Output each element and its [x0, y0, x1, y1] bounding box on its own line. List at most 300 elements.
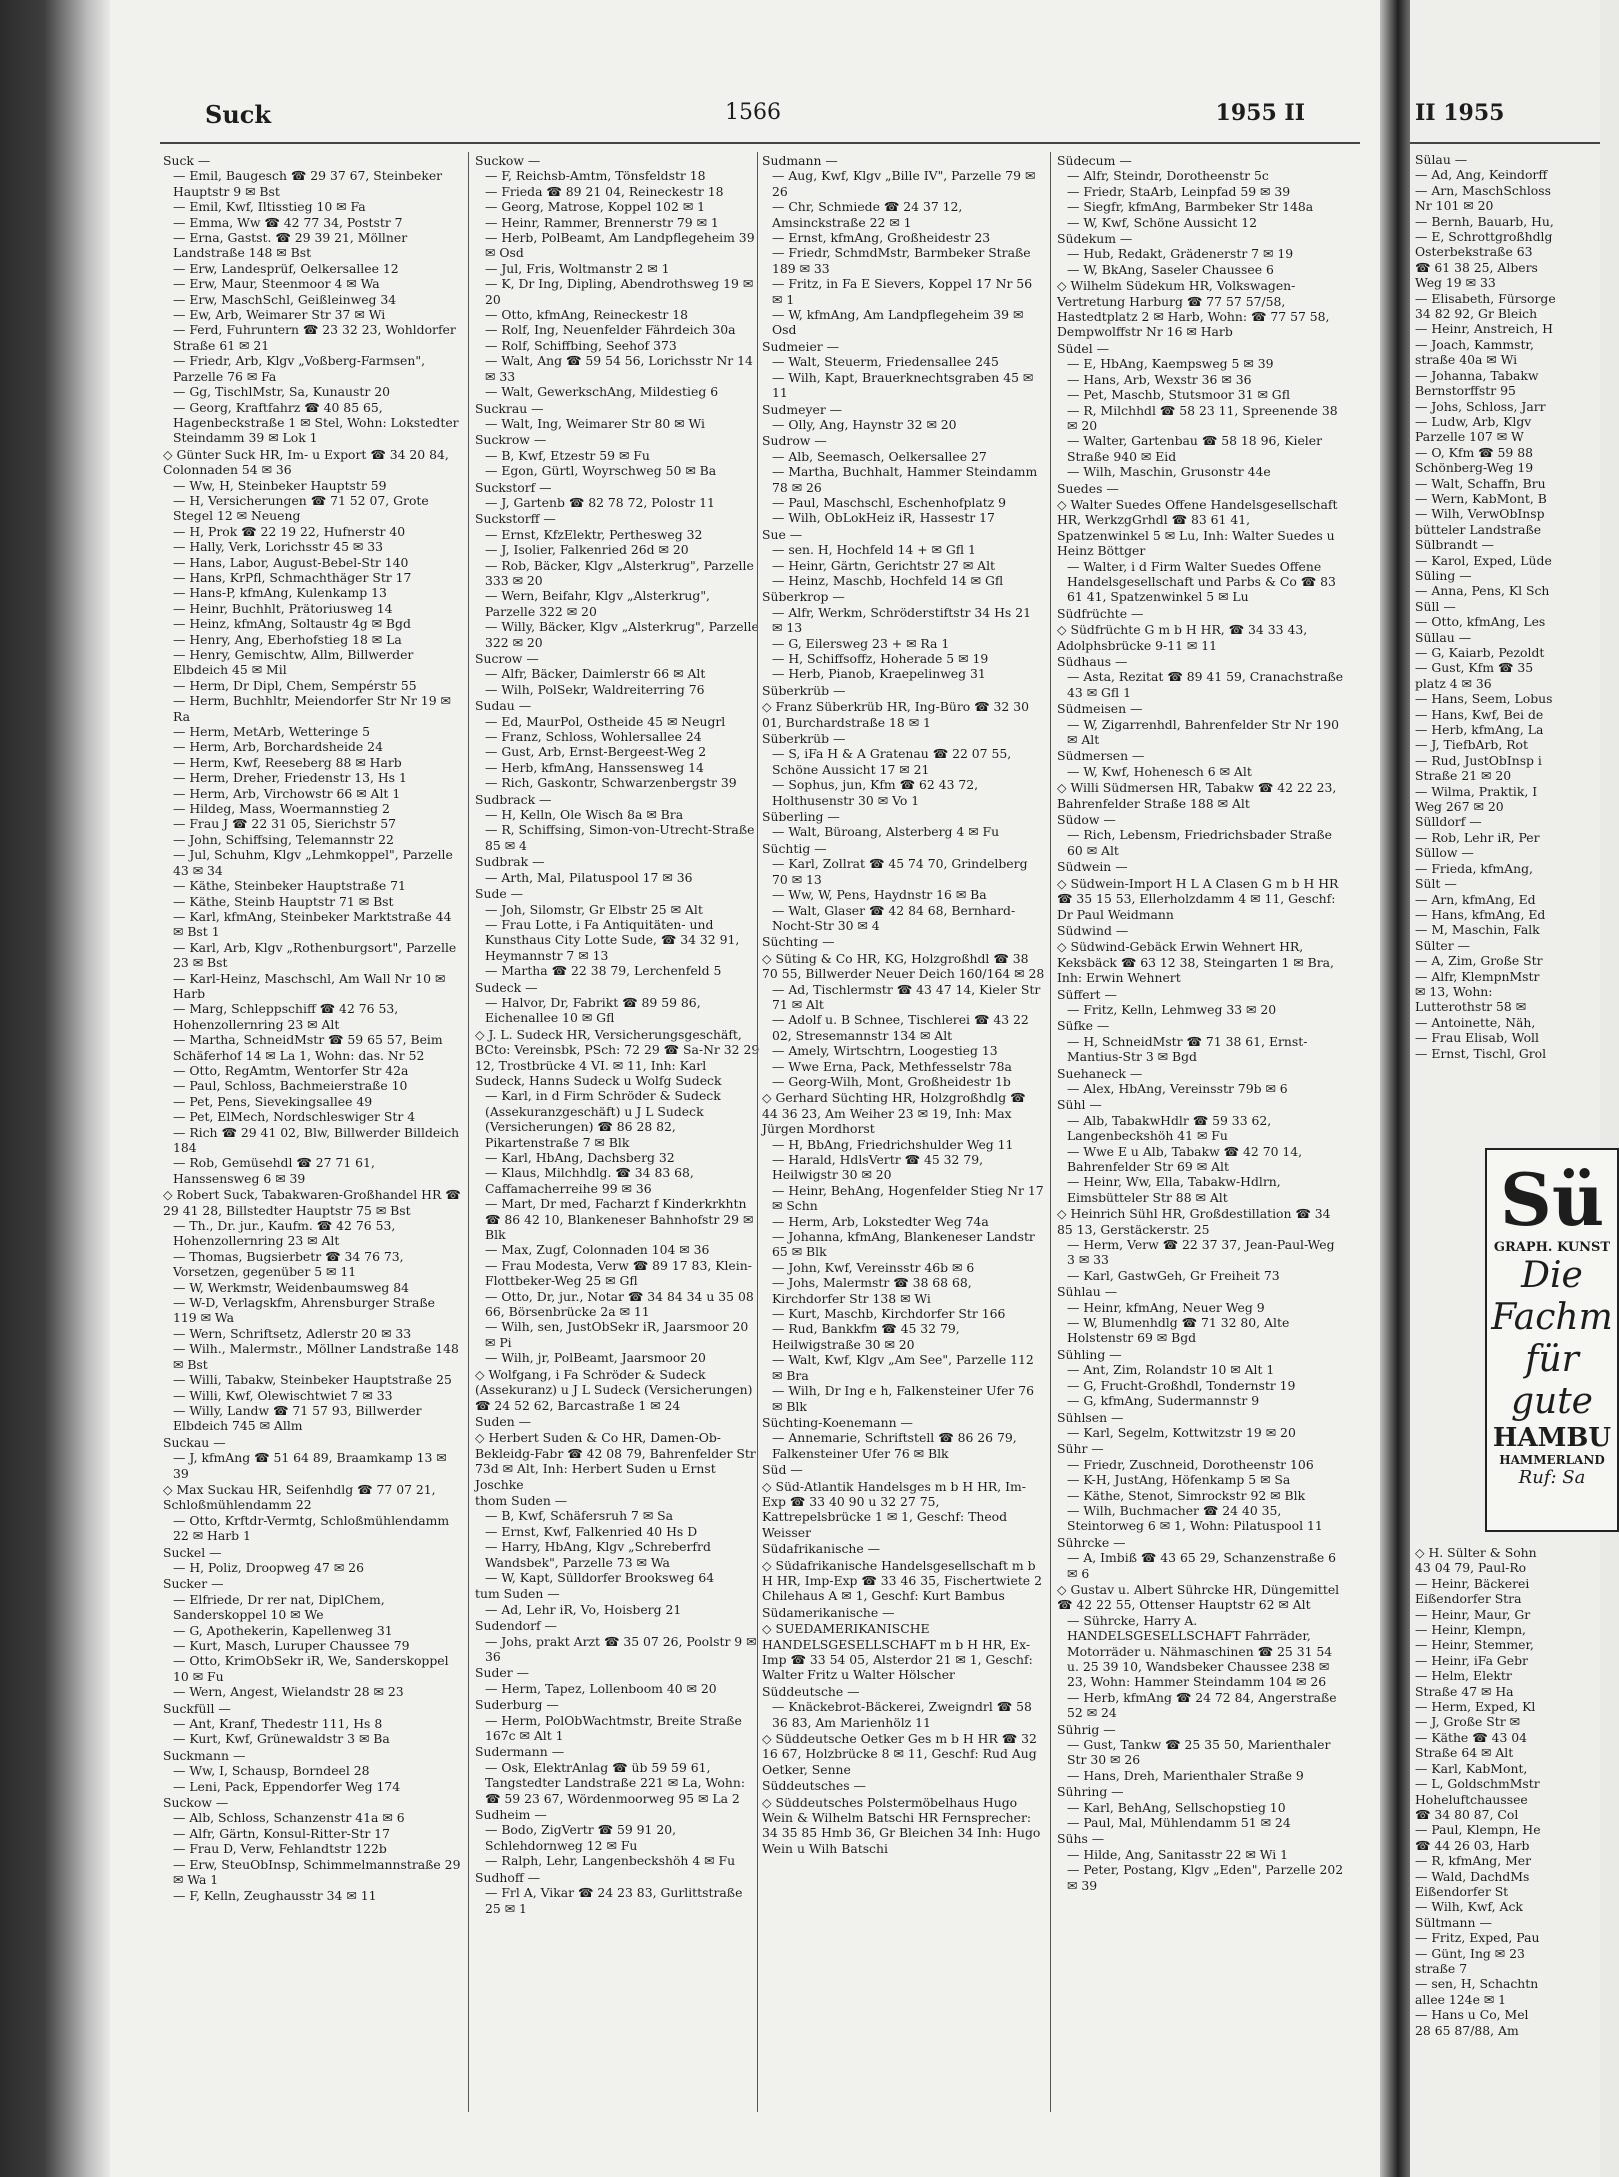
directory-entry: — Pet, ElMech, Nordschleswiger Str 4 — [173, 1109, 416, 1125]
book-gutter — [1380, 0, 1410, 2177]
directory-entry: ◇ Süddeutsches Polstermöbelhaus Hugo Wein & Wilhelm Batschi HR Fernsprecher: 34 35 85 Hmb 36, Gr Bleichen 34 Inh: Hugo Wein u Wilh Batschi — [762, 1794, 1041, 1856]
directory-entry: — Heinr, kfmAng, Neuer Weg 9 — [1067, 1299, 1265, 1315]
surname-heading: Süffert — — [1057, 986, 1117, 1002]
directory-entry: — Alfr, Steindr, Dorotheenstr 5c — [1067, 168, 1269, 184]
directory-entry: — Ew, Arb, Weimarer Str 37 ✉ Wi — [173, 307, 386, 323]
directory-entry: ◇ Heinrich Sühl HR, Großdestillation ☎ 34 85 13, Gerstäckerstr. 25 — [1057, 1206, 1331, 1237]
directory-entry: — W, Werkmstr, Weidenbaumsweg 84 — [173, 1279, 410, 1295]
surname-heading: Sühs — — [1057, 1831, 1105, 1847]
directory-entry: — sen. H, Hochfeld 14 + ✉ Gfl 1 — [772, 542, 976, 558]
directory-entry: — Karl, BehAng, Sellschopstieg 10 — [1067, 1799, 1286, 1815]
directory-entry: — Frau Elisab, Woll — [1415, 1030, 1539, 1046]
directory-entry: — Martha, Buchhalt, Hammer Steindamm 78 ✉ 26 — [772, 464, 1038, 495]
directory-entry: — Henry, Gemischtw, Allm, Billwerder Elbdeich 45 ✉ Mil — [173, 647, 414, 678]
directory-entry: — Ernst, kfmAng, Großheidestr 23 — [772, 230, 991, 246]
directory-entry: Weg 19 ✉ 33 — [1415, 275, 1496, 291]
directory-entry: — Otto, Krftdr-Vermtg, Schloßmühlendamm 22 ✉ Harb 1 — [173, 1512, 450, 1544]
directory-entry: — J, TiefbArb, Rot — [1415, 737, 1528, 753]
directory-entry: — Frau J ☎ 22 31 05, Sierichstr 57 — [173, 816, 397, 832]
directory-entry: ◇ Süd-Atlantik Handelsges m b H HR, Im-Exp ☎ 33 40 90 u 32 27 75, Kattrepelsbrücke 1 ✉ 1, Geschf: Theod Weisser — [762, 1478, 1026, 1540]
directory-entry: — A, Imbiß ☎ 43 65 29, Schanzenstraße 6 ✉ 6 — [1067, 1550, 1337, 1581]
directory-entry: — Franz, Schloss, Wohlersallee 24 — [485, 729, 702, 745]
directory-entry: — Arn, kfmAng, Ed — [1415, 891, 1536, 907]
directory-entry: — J, Isolier, Falkenried 26d ✉ 20 — [485, 542, 689, 558]
header-rule — [160, 142, 1360, 144]
directory-entry: — H, Prok ☎ 22 19 22, Hufnerstr 40 — [173, 523, 406, 539]
surname-heading: Südow — — [1057, 812, 1116, 828]
directory-entry: — Wilh, PolSekr, Waldreiterring 76 — [485, 681, 705, 697]
directory-entry: — Ernst, Tischl, Grol — [1415, 1045, 1547, 1061]
surname-heading: Sührig — — [1057, 1721, 1116, 1737]
directory-entry: — Frau Lotte, i Fa Antiquitäten- und Kunsthaus City Lotte Sude, ☎ 34 32 91, Heymannstr 7 ✉ 13 — [485, 916, 740, 963]
directory-entry: — Hans, kfmAng, Ed — [1415, 906, 1546, 922]
directory-entry: — Knäckebrot-Bäckerei, Zweigndrl ☎ 58 36 83, Am Marienhölz 11 — [772, 1699, 1032, 1730]
surname-heading: Süchting-Koenemann — — [762, 1414, 913, 1430]
directory-entry: — Otto, KrimObSekr iR, We, Sanderskoppel 10 ✉ Fu — [173, 1653, 449, 1684]
directory-entry: — G, Kaiarb, Pezoldt — [1415, 645, 1545, 660]
directory-entry: — Rob, Bäcker, Klgv „Alsterkrug", Parzelle 333 ✉ 20 — [485, 557, 754, 588]
directory-entry: — G, Eilersweg 23 + ✉ Ra 1 — [772, 635, 950, 651]
directory-entry: — Käthe, Stenot, Simrockstr 92 ✉ Blk — [1067, 1487, 1306, 1503]
directory-entry: — Heinr, Rammer, Brennerstr 79 ✉ 1 — [485, 214, 719, 230]
surname-heading: Südmersen — — [1057, 748, 1145, 764]
directory-entry: — J, kfmAng ☎ 51 64 89, Braamkamp 13 ✉ 39 — [173, 1450, 447, 1481]
directory-entry: — Walt, Ing, Weimarer Str 80 ✉ Wi — [485, 415, 705, 431]
directory-entry: — Rolf, Ing, Neuenfelder Fährdeich 30a — [485, 322, 736, 338]
directory-entry: ◇ Wolfgang, i Fa Schröder & Sudeck (Assekuranz) u J L Sudeck (Versicherungen) ☎ 24 52 62, Barcastraße 1 ✉ 24 — [475, 1366, 753, 1413]
directory-entry: — Harald, HdlsVertr ☎ 45 32 79, Heilwigstr 30 ✉ 20 — [772, 1152, 984, 1183]
directory-entry: — Jul, Schuhm, Klgv „Lehmkoppel", Parzelle 43 ✉ 34 — [173, 847, 453, 878]
directory-entry: — Erna, Gastst. ☎ 29 39 21, Möllner Landstraße 148 ✉ Bst — [173, 230, 408, 261]
surname-heading: Sühlsen — — [1057, 1409, 1124, 1425]
directory-entry: — Otto, RegAmtm, Wentorfer Str 42a — [173, 1062, 409, 1078]
directory-entry: — Hans-P, kfmAng, Kulenkamp 13 — [173, 585, 387, 601]
facing-page — [1410, 0, 1613, 2177]
surname-heading: Süfke — — [1057, 1018, 1110, 1034]
directory-entry: — Johanna, Tabakw — [1415, 367, 1539, 383]
directory-entry: — Karl-Heinz, Maschschl, Am Wall Nr 10 ✉ Harb — [173, 970, 446, 1001]
directory-entry: — sen, H, Schachtn — [1415, 1976, 1539, 1992]
directory-entry: — Karol, Exped, Lüde — [1415, 552, 1552, 568]
surname-heading: thom Suden — — [475, 1492, 568, 1508]
surname-heading: Sühlau — — [1057, 1284, 1118, 1300]
directory-entry: — Willi, Tabakw, Steinbeker Hauptstraße 25 — [173, 1372, 452, 1388]
directory-entry: — R, Schiffsing, Simon-von-Utrecht-Straße 85 ✉ 4 — [485, 822, 755, 853]
directory-entry: — Karl, kfmAng, Steinbeker Marktstraße 44 ✉ Bst 1 — [173, 908, 452, 940]
directory-entry: — Rob, Lehr iR, Per — [1415, 829, 1540, 845]
directory-entry: — O, Kfm ☎ 59 88 — [1415, 444, 1534, 460]
surname-heading: Süd — — [762, 1462, 803, 1478]
directory-entry: ◇ Süting & Co HR, KG, Holzgroßhdl ☎ 38 70 55, Billwerder Neuer Deich 160/164 ✉ 28 — [762, 950, 1045, 982]
directory-entry: — Ad, Tischlermstr ☎ 43 47 14, Kieler Str 71 ✉ Alt — [772, 981, 1041, 1012]
directory-entry: — Heinr, iFa Gebr — [1415, 1652, 1528, 1668]
directory-entry: — Erw, MaschSchl, Geißleinweg 34 — [173, 291, 397, 307]
surname-heading: Suedes — — [1057, 480, 1119, 496]
directory-entry: Straße 21 ✉ 20 — [1415, 768, 1512, 784]
directory-entry: — Frieda, kfmAng, — [1415, 860, 1533, 876]
surname-heading: Süberkrop — — [762, 589, 845, 605]
surname-heading: Suckfüll — — [163, 1700, 231, 1716]
directory-entry: straße 7 — [1415, 1960, 1468, 1976]
directory-entry: — Peter, Postang, Klgv „Eden", Parzelle 202 ✉ 39 — [1067, 1862, 1344, 1893]
directory-entry: ◇ Südwind-Gebäck Erwin Wehnert HR, Keksbäck ☎ 63 12 38, Steingarten 1 ✉ Bra, Inh: Erwin Wehnert — [1057, 939, 1334, 986]
directory-entry: ☎ 61 38 25, Albers — [1415, 259, 1538, 275]
directory-entry: — W, Kapt, Sülldorfer Brooksweg 64 — [485, 1569, 715, 1585]
surname-heading: Süchtig — — [762, 840, 827, 856]
directory-entry: Parzelle 107 ✉ W — [1415, 429, 1524, 445]
directory-entry: — Ferd, Fuhruntern ☎ 23 32 23, Wohldorfer Straße 61 ✉ 21 — [173, 322, 456, 353]
directory-entry: — Herm, Kwf, Reeseberg 88 ✉ Harb — [173, 754, 402, 770]
surname-heading: Südafrikanische — — [762, 1541, 881, 1557]
surname-heading: Südel — — [1057, 340, 1110, 356]
surname-heading: Sühr — — [1057, 1441, 1104, 1457]
surname-heading: Süberkrüb — — [762, 731, 846, 747]
directory-entry: — Thomas, Bugsierbetr ☎ 34 76 73, Vorsetzen, gegenüber 5 ✉ 11 — [173, 1248, 404, 1280]
directory-entry: Süll — — [1415, 598, 1456, 614]
directory-entry: — Klaus, Milchhdlg. ☎ 34 83 68, Caffamacherreihe 99 ✉ 36 — [485, 1165, 694, 1196]
directory-entry: — Käthe, Steinb Hauptstr 71 ✉ Bst — [173, 893, 394, 909]
surname-heading: Suder — — [475, 1665, 529, 1681]
directory-entry: — Herm, Exped, Kl — [1415, 1699, 1536, 1715]
directory-entry: — Käthe ☎ 43 04 — [1415, 1729, 1528, 1745]
directory-entry: — Paul, Klempn, He — [1415, 1822, 1541, 1838]
surname-heading: Südmeisen — — [1057, 701, 1143, 717]
directory-entry: ◇ Süddeutsche Oetker Ges m b H HR ☎ 32 16 67, Holzbrücke 8 ✉ 11, Geschf: Rud Aug Oetker, Senne — [762, 1731, 1037, 1777]
surname-heading: Sudermann — — [475, 1744, 565, 1760]
directory-entry: — Hans, Kwf, Bei de — [1415, 706, 1544, 722]
directory-entry: — Alb, TabakwHdlr ☎ 59 33 62, Langenbeckshöh 41 ✉ Fu — [1067, 1112, 1272, 1144]
directory-entry: — Walt, Glaser ☎ 42 84 68, Bernhard-Nocht-Str 30 ✉ 4 — [772, 902, 1016, 933]
directory-entry: — Alfr, Werkm, Schröderstiftstr 34 Hs 21 ✉ 13 — [772, 604, 1031, 636]
directory-entry: — Arn, MaschSchloss — [1415, 182, 1551, 198]
directory-entry: — Ad, Ang, Keindorff — [1415, 167, 1548, 183]
surname-heading: Sudbrak — — [475, 854, 545, 870]
directory-entry: 43 04 79, Paul-Ro — [1415, 1560, 1527, 1576]
directory-entry: — Ww, W, Pens, Haydnstr 16 ✉ Ba — [772, 887, 987, 903]
directory-entry: — Ernst, KfzElektr, Perthesweg 32 — [485, 526, 703, 542]
directory-entry: — Gust, Arb, Ernst-Bergeest-Weg 2 — [485, 744, 707, 760]
directory-entry: — Helm, Elektr — [1415, 1668, 1512, 1684]
surname-heading: Suckow — — [475, 153, 541, 168]
directory-entry: — Mart, Dr med, Facharzt f Kinderkrkhtn ☎ 86 42 10, Blankeneser Bahnhofstr 29 ✉ Blk — [485, 1196, 754, 1243]
directory-entry: — Karl, KabMont, — [1415, 1760, 1528, 1776]
directory-entry: — Halvor, Dr, Fabrikt ☎ 89 59 86, Eichenallee 10 ✉ Gfl — [485, 994, 701, 1026]
directory-entry: — Hilde, Ang, Sanitasstr 22 ✉ Wi 1 — [1067, 1846, 1289, 1862]
directory-entry: ◇ Walter Suedes Offene Handelsgesellschaft HR, WerkzgGrhdl ☎ 83 61 41, Spatzenwinkel 5 ✉ Lu, Inh: Walter Suedes u Heinz Böttger — [1057, 496, 1338, 559]
directory-entry: — Ralph, Lehr, Langenbeckshöh 4 ✉ Fu — [485, 1853, 736, 1869]
directory-entry: — Rolf, Schiffbing, Seehof 373 — [485, 337, 677, 353]
directory-entry: — Johs, Malermstr ☎ 38 68 68, Kirchdorfer Str 138 ✉ Wi — [772, 1275, 972, 1306]
directory-entry: — Alfr, KlempnMstr — [1415, 968, 1540, 984]
surname-heading: Südhaus — — [1057, 654, 1128, 669]
directory-entry: — Pet, Pens, Sievekingsallee 49 — [173, 1093, 373, 1109]
directory-entry: Süllau — — [1415, 629, 1472, 645]
directory-entry: — G, Frucht-Großhdl, Tondernstr 19 — [1067, 1377, 1296, 1393]
directory-entry: — W, kfmAng, Am Landpflegeheim 39 ✉ Osd — [772, 307, 1024, 338]
directory-entry: — Erw, Maur, Steenmoor 4 ✉ Wa — [173, 276, 380, 292]
surname-heading: Süddeutsches — — [762, 1778, 866, 1794]
directory-entry: Schönberg-Weg 19 — [1415, 460, 1534, 476]
directory-entry: — Karl, GastwGeh, Gr Freiheit 73 — [1067, 1267, 1280, 1283]
surname-heading: Suckstorff — — [475, 511, 556, 527]
directory-entry: — Max, Zugf, Colonnaden 104 ✉ 36 — [485, 1242, 710, 1258]
directory-entry: — Karl, Arb, Klgv „Rothenburgsort", Parzelle 23 ✉ Bst — [173, 939, 457, 971]
directory-entry: — Walt, GewerkschAng, Mildestieg 6 — [485, 384, 719, 400]
directory-entry: — Hans, KrPfl, Schmachthäger Str 17 — [173, 569, 412, 585]
directory-entry: Lutterothstr 58 ✉ — [1415, 999, 1527, 1015]
directory-entry: — Osk, ElektrAnlag ☎ üb 59 59 61, Tangstedter Landstraße 221 ✉ La, Wohn: ☎ 59 23 67, Wördenmoorweg 95 ✉ La 2 — [485, 1759, 745, 1806]
surname-heading: tum Suden — — [475, 1586, 560, 1602]
directory-entry: — Wilh, ObLokHeiz iR, Hassestr 17 — [772, 510, 995, 526]
facing-page-header: II 1955 — [1415, 100, 1505, 126]
directory-entry: — Wilh, Maschin, Grusonstr 44e — [1067, 464, 1271, 480]
directory-entry: — Adolf u. B Schnee, Tischlerei ☎ 43 22 02, Stresemannstr 134 ✉ Alt — [772, 1012, 1029, 1043]
directory-entry: — Rob, Gemüsehdl ☎ 27 71 61, Hanssensweg 6 ✉ 39 — [173, 1155, 375, 1186]
directory-entry: — Kurt, Kwf, Grünewaldstr 3 ✉ Ba — [173, 1731, 390, 1747]
directory-entry: — Frl A, Vikar ☎ 24 23 83, Gurlittstraße 25 ✉ 1 — [485, 1885, 743, 1916]
directory-entry: — Hub, Redakt, Grädenerstr 7 ✉ 19 — [1067, 246, 1294, 262]
directory-entry: — Herm, Arb, Lokstedter Weg 74a — [772, 1213, 989, 1229]
directory-entry: — Hans, Labor, August-Bebel-Str 140 — [173, 554, 409, 570]
directory-entry: — Antoinette, Näh, — [1415, 1014, 1536, 1030]
directory-entry: — M, Maschin, Falk — [1415, 922, 1540, 938]
surname-heading: Südecum — — [1057, 153, 1132, 168]
directory-entry: — H, SchneidMstr ☎ 71 38 61, Ernst-Mantius-Str 3 ✉ Bgd — [1067, 1033, 1308, 1065]
directory-entry: — John, Schiffsing, Telemannstr 22 — [173, 831, 394, 847]
surname-heading: Südamerikanische — — [762, 1604, 895, 1620]
directory-entry: ◇ H. Sülter & Sohn — [1415, 1545, 1537, 1560]
directory-entry: — Frau Modesta, Verw ☎ 89 17 83, Klein-Flottbeker-Weg 25 ✉ Gfl — [485, 1257, 752, 1289]
surname-heading: Süberling — — [762, 809, 840, 825]
directory-entry: — G, kfmAng, Sudermannstr 9 — [1067, 1393, 1260, 1409]
directory-entry: — Johs, Schloss, Jarr — [1415, 398, 1546, 414]
directory-entry: — Karl, Segelm, Kottwitzstr 19 ✉ 20 — [1067, 1424, 1296, 1440]
directory-entry: — Willy, Landw ☎ 71 57 93, Billwerder Elbdeich 745 ✉ Allm — [173, 1402, 422, 1434]
directory-entry: — W, Kwf, Hohenesch 6 ✉ Alt — [1067, 763, 1252, 779]
directory-entry: — B, Kwf, Etzestr 59 ✉ Fu — [485, 447, 650, 463]
directory-entry: — Georg, Kraftfahrz ☎ 40 85 65, Hagenbeckstraße 1 ✉ Stel, Wohn: Lokstedter Steindamm 39 ✉ Lok 1 — [173, 399, 459, 446]
directory-entry: Straße 47 ✉ Ha — [1415, 1683, 1514, 1699]
directory-entry: — H, Schiffsoffz, Hoherade 5 ✉ 19 — [772, 651, 989, 666]
column-3 — [762, 152, 1045, 2112]
surname-heading: Suckau — — [163, 1434, 226, 1450]
directory-entry: ◇ SUEDAMERIKANISCHE HANDELSGESELLSCHAFT m b H HR, Ex-Imp ☎ 33 54 05, Alsterdor 21 ✉ 1, Geschf: Walter Fritz u Walter Hölscher — [762, 1621, 1033, 1683]
surname-heading: Suckrow — — [475, 432, 547, 448]
directory-entry: — Wilh, sen, JustObSekr iR, Jaarsmoor 20 ✉ Pi — [485, 1319, 749, 1350]
directory-entry: — Amely, Wirtschtrn, Loogestieg 13 — [772, 1043, 998, 1059]
directory-entry: — Friedr, StaArb, Leinpfad 59 ✉ 39 — [1067, 183, 1291, 199]
directory-entry: Sültmann — — [1415, 1914, 1492, 1930]
directory-entry: ◇ J. L. Sudeck HR, Versicherungsgeschäft, BCto: Vereinsbk, PSch: 72 29 ☎ Sa-Nr 32 29 12, Trostbrücke 4 VI. ✉ 11, Inh: Karl Sudeck, Hanns Sudeck u Wolfg Sudeck — [475, 1026, 760, 1088]
directory-entry: straße 40a ✉ Wi — [1415, 352, 1518, 368]
column-divider — [1050, 152, 1051, 2112]
surname-heading: Sudau — — [475, 698, 532, 714]
facing-column-bottom — [1415, 1545, 1600, 2038]
directory-entry: — Ant, Zim, Rolandstr 10 ✉ Alt 1 — [1067, 1362, 1275, 1378]
surname-heading: Süchting — — [762, 934, 835, 950]
surname-heading: Sudmeyer — — [762, 401, 843, 417]
directory-entry: — Siegfr, kfmAng, Barmbeker Str 148a — [1067, 199, 1314, 215]
directory-entry: — Herm, MetArb, Wetteringe 5 — [173, 724, 370, 740]
ad-logo-letters: Sü — [1499, 1157, 1605, 1242]
directory-entry: — K-H, JustAng, Höfenkamp 5 ✉ Sa — [1067, 1472, 1291, 1488]
directory-entry: — Emma, Ww ☎ 42 77 34, Poststr 7 — [173, 214, 403, 230]
directory-entry: — Wilh, Dr Ing e h, Falkensteiner Ufer 76 ✉ Blk — [772, 1383, 1035, 1414]
directory-entry: — G, Apothekerin, Kapellenweg 31 — [173, 1622, 393, 1638]
directory-entry: Hoheluftchaussee — [1415, 1791, 1528, 1807]
directory-entry: — Heinr, Bäckerei — [1415, 1575, 1530, 1591]
directory-entry: — Hally, Verk, Lorichsstr 45 ✉ 33 — [173, 539, 383, 555]
surname-heading: Sühring — — [1057, 1784, 1124, 1800]
directory-entry: — Emil, Kwf, Iltisstieg 10 ✉ Fa — [173, 199, 366, 215]
directory-entry: — Martha, SchneidMstr ☎ 59 65 57, Beim Schäferhof 14 ✉ La 1, Wohn: das. Nr 52 — [173, 1032, 443, 1063]
directory-entry: — Alb, Seemasch, Oelkersallee 27 — [772, 448, 987, 464]
directory-entry: allee 124e ✉ 1 — [1415, 1991, 1507, 2007]
surname-heading: Sude — — [475, 886, 524, 902]
surname-heading: Süberkrüb — — [762, 682, 846, 698]
directory-entry: ◇ Gerhard Süchting HR, Holzgroßhdlg ☎ 44 36 23, Am Weiher 23 ✉ 19, Inh: Max Jürgen Mordhorst — [762, 1090, 1026, 1137]
ad-street: HAMMERLAND — [1499, 1453, 1605, 1467]
directory-entry: — Johanna, kfmAng, Blankeneser Landstr 65 ✉ Blk — [772, 1229, 1035, 1260]
ad-subtitle: GRAPH. KUNST — [1493, 1240, 1611, 1255]
directory-entry: — Jul, Fris, Woltmanstr 2 ✉ 1 — [485, 260, 670, 276]
advertisement-box — [1485, 1148, 1619, 1532]
directory-entry: — Aug, Kwf, Klgv „Bille IV", Parzelle 79 ✉ 26 — [772, 168, 1036, 199]
directory-entry: — Anna, Pens, Kl Sch — [1415, 583, 1550, 599]
directory-entry: — H, Poliz, Droopweg 47 ✉ 26 — [173, 1559, 364, 1575]
directory-entry: — S, iFa H & A Gratenau ☎ 22 07 55, Schöne Aussicht 17 ✉ 21 — [772, 746, 1012, 777]
surname-heading: Südwein — — [1057, 859, 1128, 875]
directory-entry: — Herb, kfmAng, Hanssensweg 14 — [485, 759, 704, 775]
directory-entry: — B, Kwf, Schäfersruh 7 ✉ Sa — [485, 1508, 674, 1524]
directory-entry: — Kurt, Maschb, Kirchdorfer Str 166 — [772, 1306, 1006, 1322]
directory-entry: ◇ Willi Südmersen HR, Tabakw ☎ 42 22 23, Bahrenfelder Straße 188 ✉ Alt — [1057, 780, 1337, 811]
directory-entry: ◇ Max Suckau HR, Seifenhdlg ☎ 77 07 21, Schloßmühlendamm 22 — [163, 1481, 436, 1513]
directory-entry: — Alb, Schloss, Schanzenstr 41a ✉ 6 — [173, 1810, 405, 1826]
directory-entry: — Emil, Baugesch ☎ 29 37 67, Steinbeker Hauptstr 9 ✉ Bst — [173, 168, 443, 199]
directory-entry: Nr 101 ✉ 20 — [1415, 198, 1494, 214]
directory-entry: — Käthe, Steinbeker Hauptstraße 71 — [173, 878, 406, 894]
directory-entry: ◇ Franz Süberkrüb HR, Ing-Büro ☎ 32 30 01, Burchardstraße 18 ✉ 1 — [762, 699, 1030, 730]
directory-entry: — Wern, Beifahr, Klgv „Alsterkrug", Parzelle 322 ✉ 20 — [485, 588, 710, 619]
directory-entry: ◇ Wilhelm Südekum HR, Volkswagen-Vertretung Harburg ☎ 77 57 57/58, Hastedtplatz 2 ✉ Harb, Wohn: ☎ 77 57 58, Dempwolffstr Nr 16 ✉ Harb — [1057, 278, 1330, 340]
directory-entry: — Chr, Schmiede ☎ 24 37 12, Amsinckstraße 22 ✉ 1 — [772, 199, 963, 230]
surname-heading: Südwind — — [1057, 922, 1129, 938]
directory-entry: 34 82 92, Gr Bleich — [1415, 306, 1538, 322]
directory-entry: — Alex, HbAng, Vereinsstr 79b ✉ 6 — [1067, 1080, 1288, 1096]
column-2 — [475, 152, 760, 2112]
directory-entry: — Gust, Kfm ☎ 35 — [1415, 660, 1534, 676]
directory-entry: Weg 267 ✉ 20 — [1415, 799, 1504, 815]
surname-heading: Sudhoff — — [475, 1869, 540, 1885]
surname-heading: Sudheim — — [475, 1807, 547, 1823]
directory-entry: — Frau D, Verw, Fehlandtstr 122b — [173, 1841, 387, 1857]
ad-phone: Ruf: Sa — [1518, 1467, 1586, 1488]
directory-entry: — Elfriede, Dr rer nat, DiplChem, Sanderskoppel 10 ✉ We — [173, 1591, 385, 1623]
directory-entry: — W, Blumenhdlg ☎ 71 32 80, Alte Holstenstr 69 ✉ Bgd — [1067, 1315, 1290, 1346]
directory-entry: — Rich ☎ 29 41 02, Blw, Billwerder Billdeich 184 — [173, 1124, 460, 1155]
surname-heading: Suckmann — — [163, 1747, 246, 1763]
directory-entry: — Walt, Ang ☎ 59 54 56, Lorichsstr Nr 14 ✉ 33 — [485, 353, 753, 384]
directory-entry: Sülter — — [1415, 937, 1470, 953]
directory-entry: Sülau — — [1415, 152, 1468, 167]
directory-entry: — Walt, Büroang, Alsterberg 4 ✉ Fu — [772, 824, 1000, 840]
surname-heading: Sührcke — — [1057, 1534, 1126, 1550]
directory-entry: — W-D, Verlagskfm, Ahrensburger Straße 119 ✉ Wa — [173, 1295, 436, 1326]
directory-entry: — Arth, Mal, Pilatuspool 17 ✉ 36 — [485, 869, 693, 885]
directory-entry: — Rud, Bankkfm ☎ 45 32 79, Heilwigstraße 30 ✉ 20 — [772, 1321, 960, 1352]
directory-entry: — Herm, Arb, Borchardsheide 24 — [173, 739, 383, 755]
directory-entry: Sülldorf — — [1415, 814, 1482, 830]
directory-entry: — Wilh., Malermstr., Möllner Landstraße 148 ✉ Bst — [173, 1341, 459, 1372]
directory-entry: — Ed, MaurPol, Ostheide 45 ✉ Neugrl — [485, 713, 726, 729]
directory-entry: — Wald, DachdMs — [1415, 1868, 1530, 1884]
directory-entry: — Sophus, jun, Kfm ☎ 62 43 72, Holthusenstr 30 ✉ Vo 1 — [772, 777, 979, 808]
surname-heading: Sühl — — [1057, 1097, 1102, 1113]
directory-entry: ◇ Robert Suck, Tabakwaren-Großhandel HR ☎ 29 41 28, Billstedter Hauptstr 75 ✉ Bst — [163, 1187, 461, 1218]
directory-entry: — F, Kelln, Zeughausstr 34 ✉ 11 — [173, 1887, 377, 1903]
directory-entry: ◇ Herbert Suden & Co HR, Damen-Ob-Bekleidg-Fabr ☎ 42 08 79, Bahrenfelder Str 73d ✉ Alt, Inh: Herbert Suden u Ernst Joschke — [475, 1430, 756, 1492]
directory-entry: — Wilh, Kwf, Ack — [1415, 1899, 1523, 1915]
surname-heading: Sudendorf — — [475, 1618, 557, 1634]
facing-header-rule — [1410, 142, 1600, 144]
directory-entry: Eißendorfer Stra — [1415, 1591, 1522, 1607]
directory-entry: — Kurt, Masch, Luruper Chaussee 79 — [173, 1638, 410, 1653]
surname-heading: Sudeck — — [475, 979, 538, 995]
directory-entry: — Paul, Schloss, Bachmeierstraße 10 — [173, 1078, 408, 1094]
surname-heading: Sudbrack — — [475, 791, 552, 807]
surname-heading: Suckel — — [163, 1544, 222, 1560]
directory-entry: — Herb, kfmAng ☎ 24 72 84, Angerstraße 52 ✉ 24 — [1067, 1689, 1337, 1721]
directory-entry: ◇ Südwein-Import H L A Clasen G m b H HR ☎ 35 15 53, Ellerholzdamm 4 ✉ 11, Geschf: Dr Paul Weidmann — [1057, 875, 1339, 922]
directory-entry: — Herm, Tapez, Lollenboom 40 ✉ 20 — [485, 1680, 717, 1696]
directory-entry: — Karl, HbAng, Dachsberg 32 — [485, 1150, 675, 1165]
directory-entry: — Ant, Kranf, Thedestr 111, Hs 8 — [173, 1716, 383, 1732]
directory-entry: — Walt, Kwf, Klgv „Am See", Parzelle 112 ✉ Bra — [772, 1352, 1034, 1383]
directory-entry: — Wern, Angest, Wielandstr 28 ✉ 23 — [173, 1684, 404, 1700]
surname-heading: Suckstorf — — [475, 479, 552, 495]
directory-entry: Bernstorffstr 95 — [1415, 383, 1516, 399]
directory-entry: — J, Gartenb ☎ 82 78 72, Polostr 11 — [485, 494, 715, 510]
directory-entry: — Günt, Ing ✉ 23 — [1415, 1945, 1525, 1961]
directory-entry: — Otto, Dr, jur., Notar ☎ 34 84 34 u 35 08 66, Börsenbrücke 2a ✉ 11 — [485, 1288, 754, 1320]
directory-entry: — Heinr, Maur, Gr — [1415, 1606, 1531, 1622]
directory-entry: — Fritz, Kelln, Lehmweg 33 ✉ 20 — [1067, 1001, 1277, 1017]
column-divider — [468, 152, 469, 2112]
directory-entry: — Georg, Matrose, Koppel 102 ✉ 1 — [485, 199, 706, 215]
directory-entry: — Hildeg, Mass, Woermannstieg 2 — [173, 801, 390, 817]
directory-entry: — Herm, Dreher, Friedenstr 13, Hs 1 — [173, 770, 407, 786]
directory-entry: Osterbekstraße 63 — [1415, 244, 1533, 260]
running-head-year: 1955 II — [1215, 100, 1305, 126]
directory-entry: — A, Zim, Große Str — [1415, 953, 1543, 969]
directory-entry: — Hans, Dreh, Marienthaler Straße 9 — [1067, 1767, 1304, 1783]
page-header — [205, 100, 1305, 140]
directory-entry: — Walt, Schaffn, Bru — [1415, 475, 1546, 491]
directory-entry: Straße 64 ✉ Alt — [1415, 1745, 1514, 1761]
directory-entry: — J, Große Str ✉ — [1415, 1714, 1520, 1730]
directory-entry: — Heinr, Anstreich, H — [1415, 321, 1553, 337]
directory-entry: — Johs, prakt Arzt ☎ 35 07 26, Poolstr 9 ✉ 36 — [485, 1633, 757, 1664]
directory-entry: — John, Kwf, Vereinsstr 46b ✉ 6 — [772, 1259, 975, 1275]
surname-heading: Suderburg — — [475, 1697, 559, 1713]
directory-entry: — Asta, Rezitat ☎ 89 41 59, Cranachstraße 43 ✉ Gfl 1 — [1067, 669, 1344, 700]
directory-entry: — Friedr, Zuschneid, Dorotheenstr 106 — [1067, 1456, 1314, 1472]
surname-heading: Suckow — — [163, 1795, 229, 1811]
directory-entry: platz 4 ✉ 36 — [1415, 675, 1492, 691]
directory-entry: — Heinr, Stemmer, — [1415, 1637, 1534, 1653]
directory-entry: — Bodo, ZigVertr ☎ 59 91 20, Schlehdornweg 12 ✉ Fu — [485, 1822, 677, 1853]
